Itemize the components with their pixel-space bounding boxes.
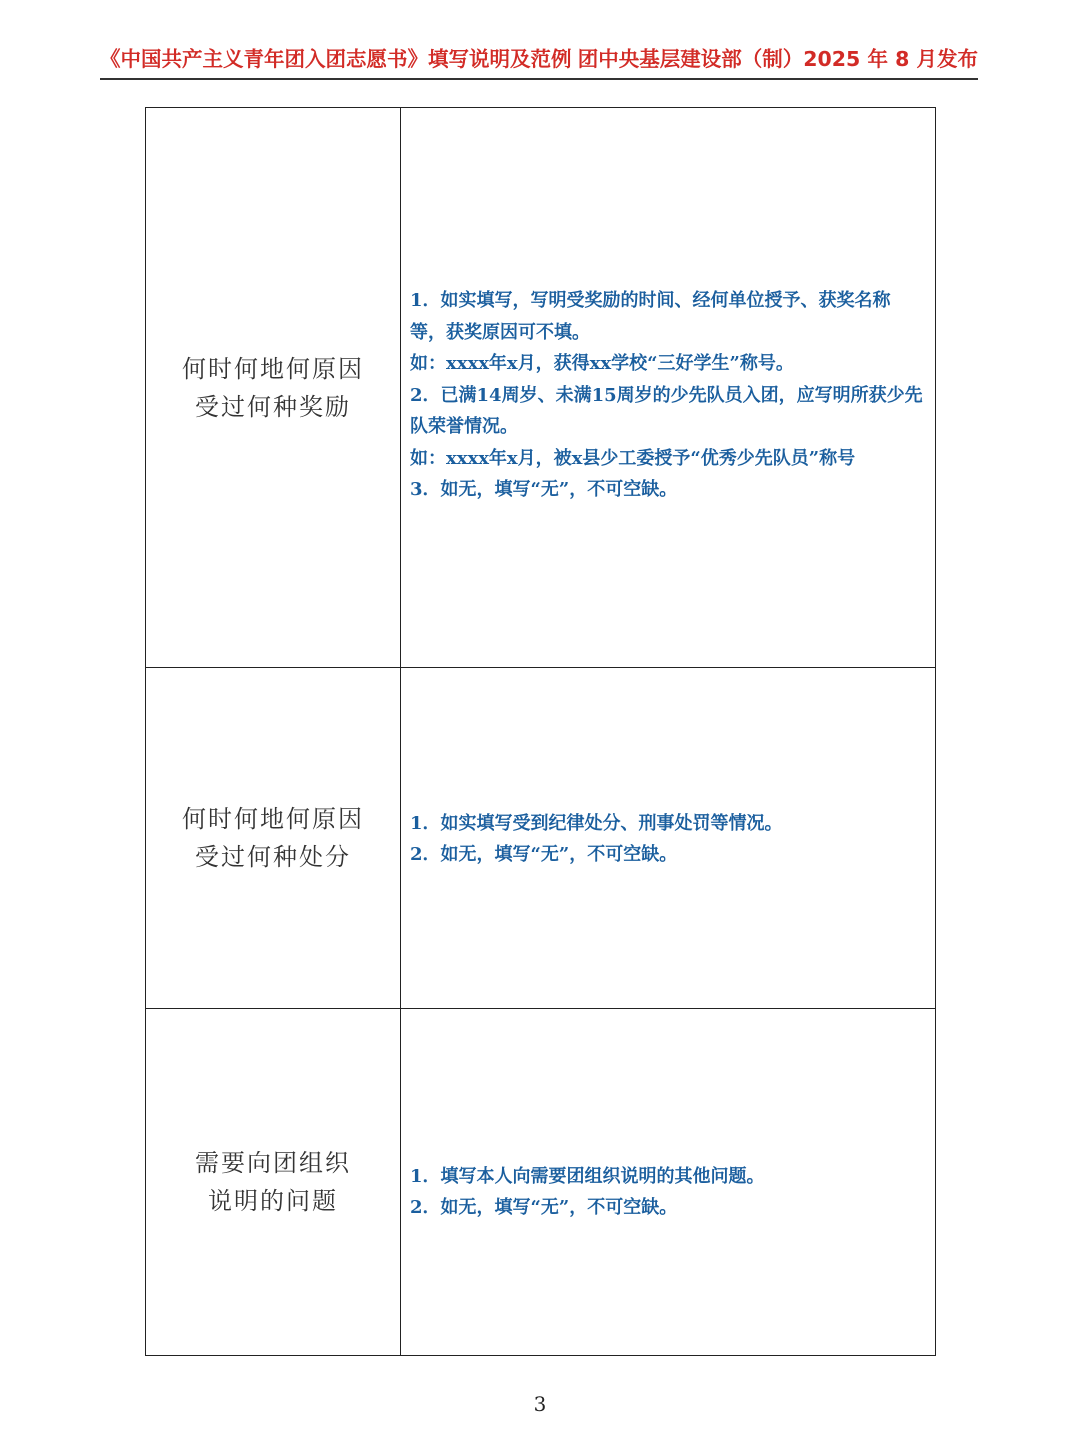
label-line: 受过何种处分 bbox=[195, 843, 351, 871]
label-line: 何时何地何原因 bbox=[182, 805, 364, 833]
form-row-other-issues bbox=[146, 1009, 935, 1355]
field-label-awards bbox=[182, 350, 364, 426]
instruction-example: 如：xxxx年x月，被x县少工委授予“优秀少先队员”称号 bbox=[410, 447, 856, 469]
field-label-other-issues bbox=[195, 1144, 351, 1220]
instruction-line: 3．如无，填写“无”，不可空缺。 bbox=[410, 479, 678, 501]
instruction-cell-awards bbox=[401, 108, 935, 667]
label-line: 何时何地何原因 bbox=[182, 354, 364, 383]
page-header bbox=[100, 44, 978, 80]
page-number: 3 bbox=[533, 1392, 547, 1416]
instruction-cell-punishments bbox=[401, 668, 935, 1008]
instruction-line: 1．如实填写受到纪律处分、刑事处罚等情况。 bbox=[410, 812, 783, 834]
instruction-example: 如：xxxx年x月，获得xx学校“三好学生”称号。 bbox=[410, 353, 794, 375]
form-table bbox=[145, 107, 936, 1356]
header-issuer: 团中央基层建设部（制）2025 年 8 月发布 bbox=[577, 47, 978, 71]
label-line: 需要向团组织 bbox=[195, 1149, 351, 1177]
instruction-line: 2．已满14周岁、未满15周岁的少先队员入团，应写明所获少先队荣誉情况。 bbox=[410, 384, 923, 438]
instruction-line: 1．填写本人向需要团组织说明的其他问题。 bbox=[410, 1165, 765, 1187]
instruction-line: 2．如无，填写“无”，不可空缺。 bbox=[410, 844, 678, 865]
label-line: 受过何种奖励 bbox=[195, 392, 351, 421]
instruction-line: 2．如无，填写“无”，不可空缺。 bbox=[410, 1197, 678, 1218]
label-cell bbox=[146, 668, 401, 1008]
form-row-awards bbox=[146, 108, 935, 668]
instruction-line: 1．如实填写，写明受奖励的时间、经何单位授予、获奖名称等，获奖原因可不填。 bbox=[410, 290, 891, 343]
form-row-punishments bbox=[146, 668, 935, 1009]
field-label-punishments bbox=[182, 800, 364, 876]
label-line: 说明的问题 bbox=[208, 1187, 338, 1215]
instruction-cell-other-issues bbox=[401, 1009, 935, 1355]
label-cell bbox=[146, 1009, 401, 1355]
header-title: 《中国共产主义青年团入团志愿书》填写说明及范例 bbox=[100, 47, 572, 71]
label-cell bbox=[146, 108, 401, 667]
